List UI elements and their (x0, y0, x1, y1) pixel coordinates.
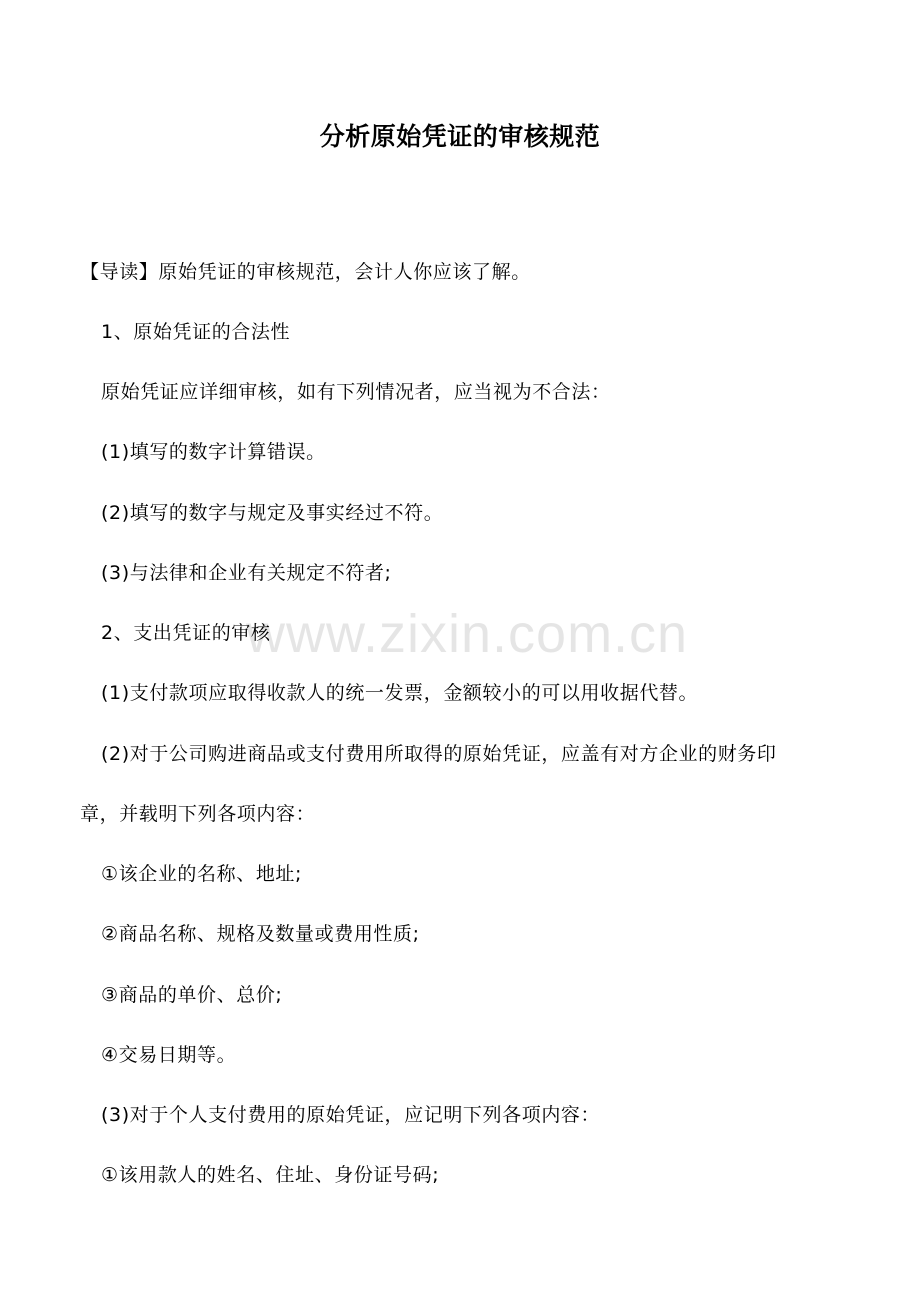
list-item: ③商品的单价、总价; (101, 984, 283, 1006)
watermark: www.zixin.com.cn (246, 604, 689, 664)
list-item: ①该企业的名称、地址; (101, 863, 303, 885)
list-item: ②商品名称、规格及数量或费用性质; (101, 923, 420, 945)
list-item: (1)支付款项应取得收款人的统一发票，金额较小的可以用收据代替。 (101, 682, 699, 704)
paragraph-line: 原始凭证应详细审核，如有下列情况者，应当视为不合法： (101, 381, 611, 403)
list-item: (1)填写的数字计算错误。 (101, 441, 326, 463)
list-item: (2)对于公司购进商品或支付费用所取得的原始凭证，应盖有对方企业的财务印 (101, 743, 777, 765)
list-item: ①该用款人的姓名、住址、身份证号码; (101, 1164, 440, 1186)
list-item: (3)对于个人支付费用的原始凭证，应记明下列各项内容： (101, 1104, 601, 1126)
list-item: (2)填写的数字与规定及事实经过不符。 (101, 502, 444, 524)
paragraph-continuation: 章，并载明下列各项内容： (80, 803, 316, 825)
list-item: ④交易日期等。 (101, 1044, 237, 1066)
document-title: 分析原始凭证的审核规范 (319, 122, 601, 151)
list-item: (3)与法律和企业有关规定不符者; (101, 562, 392, 584)
section-heading-expense: 2、支出凭证的审核 (101, 622, 271, 644)
intro-line: 【导读】原始凭证的审核规范，会计人你应该了解。 (80, 261, 531, 283)
section-heading-legality: 1、原始凭证的合法性 (101, 321, 291, 343)
